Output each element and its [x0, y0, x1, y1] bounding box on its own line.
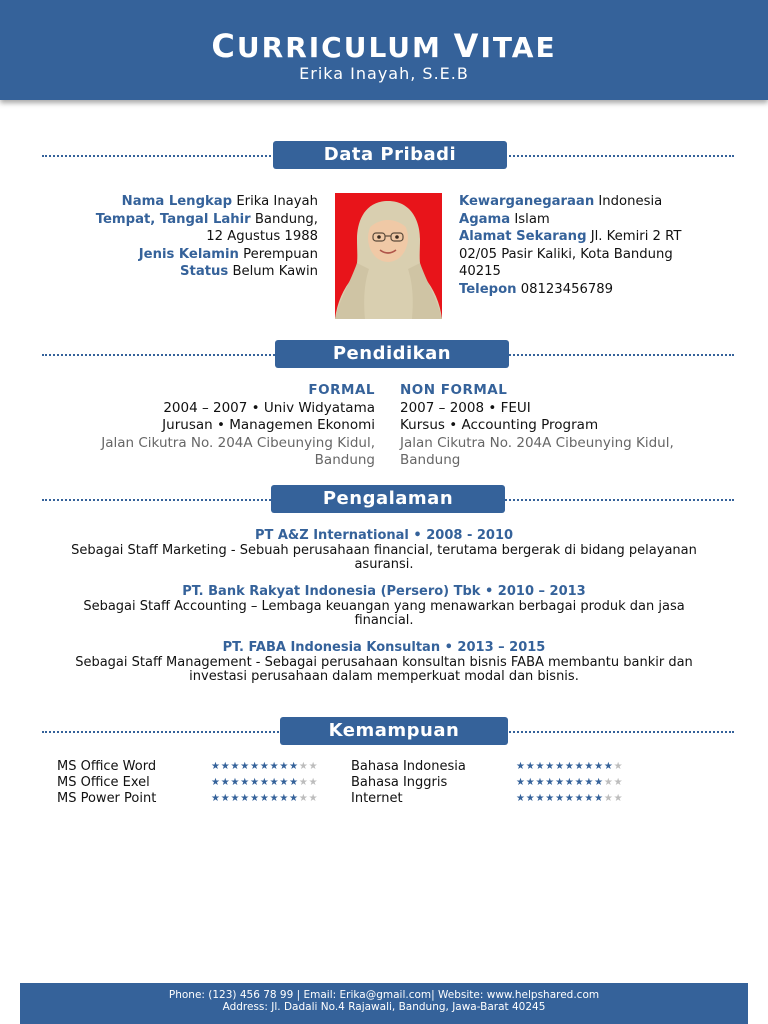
star-filled-icon: ★	[564, 777, 575, 788]
education-formal-address-line1: Jalan Cikutra No. 204A Cibeunying Kidul,	[101, 434, 375, 451]
gender-value: Perempuan	[243, 246, 318, 262]
star-empty-icon: ★	[308, 793, 319, 804]
phone-label: Telepon	[459, 281, 517, 297]
star-filled-icon: ★	[269, 777, 280, 788]
skill-rating	[211, 791, 318, 808]
star-filled-icon: ★	[220, 761, 231, 772]
skill-rating	[516, 791, 623, 808]
star-filled-icon: ★	[584, 777, 595, 788]
full-name-value: Erika Inayah	[236, 194, 318, 209]
education-formal-major: Jurusan • Managemen Ekonomi	[162, 417, 375, 434]
skill-rating	[516, 759, 623, 776]
star-filled-icon: ★	[230, 761, 241, 772]
page-header	[0, 0, 768, 100]
page-footer	[20, 983, 748, 1024]
star-filled-icon: ★	[240, 761, 251, 772]
star-filled-icon: ★	[279, 777, 290, 788]
star-filled-icon: ★	[555, 793, 565, 804]
star-filled-icon: ★	[230, 793, 241, 804]
star-filled-icon: ★	[525, 777, 536, 788]
personal-info-right	[459, 193, 681, 299]
section-title-personal: Data Pribadi	[273, 141, 507, 169]
star-filled-icon: ★	[574, 793, 585, 804]
star-filled-icon: ★	[555, 777, 565, 788]
education-nonformal-heading: NON FORMAL	[400, 382, 508, 398]
phone-row	[459, 281, 681, 299]
star-empty-icon: ★	[603, 777, 614, 788]
star-filled-icon: ★	[220, 777, 231, 788]
skill-name: Bahasa Inggris	[351, 775, 448, 790]
education-formal-address-line2: Bandung	[314, 452, 375, 469]
star-filled-icon: ★	[289, 777, 299, 788]
star-empty-icon: ★	[308, 777, 319, 788]
experience-description-line1: Sebagai Staff Management - Sebagai perusahaan konsultan bisnis FABA membantu bankir dan	[75, 654, 693, 670]
skill-rating	[211, 775, 318, 792]
religion-value: Islam	[514, 211, 550, 227]
star-empty-icon: ★	[613, 777, 624, 788]
education-nonformal-course: Kursus • Accounting Program	[400, 417, 599, 434]
star-filled-icon: ★	[259, 761, 270, 772]
education-nonformal	[400, 382, 674, 470]
section-experience	[42, 485, 734, 515]
cv-title: CURRICULUM VITAE	[211, 27, 557, 65]
star-empty-icon: ★	[613, 761, 624, 772]
experience-description-line1: Sebagai Staff Marketing - Sebuah perusahaan financial, terutama bergerak di bidang pelayanan	[71, 542, 697, 558]
section-education	[42, 340, 734, 370]
star-filled-icon: ★	[564, 761, 575, 772]
star-filled-icon: ★	[525, 793, 536, 804]
birth-value-line1: Bandung,	[254, 211, 318, 227]
skill-name: MS Power Point	[57, 791, 157, 806]
star-filled-icon: ★	[535, 761, 546, 772]
star-filled-icon: ★	[250, 793, 260, 804]
experience-item	[40, 641, 728, 685]
star-filled-icon: ★	[279, 793, 290, 804]
star-filled-icon: ★	[584, 761, 595, 772]
skill-name: MS Office Word	[57, 759, 157, 774]
star-filled-icon: ★	[516, 777, 526, 788]
star-empty-icon: ★	[298, 793, 309, 804]
experience-title: PT A&Z International • 2008 - 2010	[254, 528, 514, 543]
star-filled-icon: ★	[289, 761, 299, 772]
skill-rating	[516, 775, 623, 792]
star-filled-icon: ★	[211, 777, 221, 788]
star-filled-icon: ★	[240, 777, 251, 788]
education-formal	[101, 382, 375, 470]
star-filled-icon: ★	[545, 761, 556, 772]
profile-photo	[335, 193, 442, 319]
status-row	[96, 263, 318, 281]
star-filled-icon: ★	[555, 761, 565, 772]
full-name-label: Nama Lengkap	[121, 194, 233, 209]
star-filled-icon: ★	[250, 761, 260, 772]
star-filled-icon: ★	[535, 777, 546, 788]
address-row	[459, 228, 681, 246]
star-filled-icon: ★	[259, 777, 270, 788]
section-skills	[42, 717, 734, 747]
education-nonformal-address-line2: Bandung	[400, 452, 461, 469]
star-filled-icon: ★	[574, 777, 585, 788]
star-filled-icon: ★	[525, 761, 536, 772]
footer-address-line: Address: Jl. Dadali No.4 Rajawali, Bandung, Jawa-Barat 40245	[222, 1001, 546, 1013]
education-formal-heading: FORMAL	[308, 382, 375, 398]
experience-item	[40, 585, 728, 629]
star-filled-icon: ★	[545, 777, 556, 788]
experience-title: PT. Bank Rakyat Indonesia (Persero) Tbk • 2010 – 2013	[182, 584, 586, 599]
personal-info-left	[96, 193, 318, 281]
star-filled-icon: ★	[603, 761, 614, 772]
experience-description-line2: investasi perusahaan dalam memperkuat modal dan bisnis.	[189, 669, 579, 684]
star-filled-icon: ★	[516, 761, 526, 772]
birth-label: Tempat, Tangal Lahir	[95, 211, 251, 227]
citizenship-value: Indonesia	[598, 194, 663, 209]
citizenship-label: Kewarganegaraan	[459, 194, 595, 209]
star-filled-icon: ★	[545, 793, 556, 804]
star-empty-icon: ★	[603, 793, 614, 804]
experience-title: PT. FABA Indonesia Konsultan • 2013 – 2015	[222, 640, 546, 655]
citizenship-row	[459, 193, 681, 211]
person-photo-illustration	[335, 193, 442, 319]
star-filled-icon: ★	[269, 793, 280, 804]
star-filled-icon: ★	[220, 793, 231, 804]
section-title-experience: Pengalaman	[271, 485, 505, 513]
address-label: Alamat Sekarang	[459, 229, 587, 245]
section-personal	[42, 141, 734, 171]
star-filled-icon: ★	[230, 777, 241, 788]
star-filled-icon: ★	[564, 793, 575, 804]
experience-description-line2: financial.	[354, 613, 414, 628]
birth-row	[96, 211, 318, 229]
address-value-line3: 40215	[459, 264, 501, 280]
footer-contact-line: Phone: (123) 456 78 99 | Email: Erika@gmail.com| Website: www.helpshared.com	[168, 989, 600, 1001]
star-filled-icon: ★	[594, 793, 604, 804]
education-nonformal-period: 2007 – 2008 • FEUI	[400, 399, 531, 416]
star-filled-icon: ★	[269, 761, 280, 772]
star-filled-icon: ★	[594, 761, 604, 772]
star-filled-icon: ★	[250, 777, 260, 788]
experience-item	[40, 529, 728, 573]
star-filled-icon: ★	[259, 793, 270, 804]
skill-name: Bahasa Indonesia	[351, 759, 466, 774]
star-filled-icon: ★	[574, 761, 585, 772]
star-empty-icon: ★	[298, 761, 309, 772]
cv-name: Erika Inayah, S.E.B	[299, 64, 469, 83]
star-filled-icon: ★	[584, 793, 595, 804]
star-filled-icon: ★	[535, 793, 546, 804]
address-value-line1: Jl. Kemiri 2 RT	[590, 229, 682, 245]
star-filled-icon: ★	[240, 793, 251, 804]
section-title-education: Pendidikan	[275, 340, 509, 368]
birth-value-line2: 12 Agustus 1988	[206, 229, 318, 245]
phone-value: 08123456789	[520, 281, 614, 297]
star-filled-icon: ★	[594, 777, 604, 788]
experience-description-line1: Sebagai Staff Accounting – Lembaga keuangan yang menawarkan berbagai produk dan jasa	[83, 598, 685, 614]
gender-label: Jenis Kelamin	[138, 246, 239, 262]
education-formal-period: 2004 – 2007 • Univ Widyatama	[163, 399, 375, 416]
status-label: Status	[180, 264, 229, 280]
star-filled-icon: ★	[211, 793, 221, 804]
star-filled-icon: ★	[279, 761, 290, 772]
skill-name: MS Office Exel	[57, 775, 150, 790]
education-nonformal-address-line1: Jalan Cikutra No. 204A Cibeunying Kidul,	[400, 434, 674, 451]
star-filled-icon: ★	[289, 793, 299, 804]
section-title-skills: Kemampuan	[280, 717, 508, 745]
star-filled-icon: ★	[516, 793, 526, 804]
skill-rating	[211, 759, 318, 776]
gender-row	[96, 246, 318, 264]
star-empty-icon: ★	[308, 761, 319, 772]
skill-name: Internet	[351, 791, 403, 806]
religion-row	[459, 211, 681, 229]
star-empty-icon: ★	[298, 777, 309, 788]
star-filled-icon: ★	[211, 761, 221, 772]
status-value: Belum Kawin	[232, 264, 318, 280]
experience-description-line2: asuransi.	[354, 557, 414, 572]
address-value-line2: 02/05 Pasir Kaliki, Kota Bandung	[459, 246, 673, 262]
star-empty-icon: ★	[613, 793, 624, 804]
religion-label: Agama	[459, 211, 511, 227]
full-name-row	[96, 193, 318, 211]
